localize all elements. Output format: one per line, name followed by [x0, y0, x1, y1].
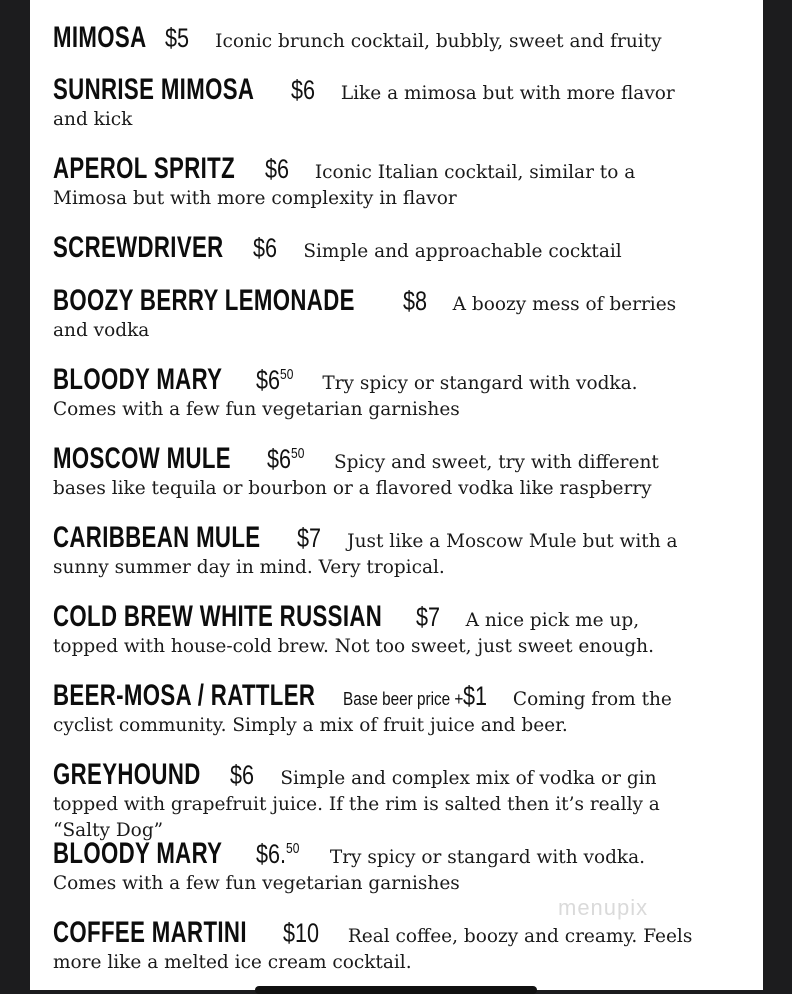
drink-description: Simple and approachable cocktail: [303, 241, 622, 262]
menu-item: [53, 520, 703, 581]
drink-description: A boozy mess of berries and vodka: [53, 294, 677, 341]
drink-description: Like a mimosa but with more flavor and kick: [53, 83, 675, 130]
drink-price: $1: [462, 681, 488, 711]
drink-name: MIMOSA: [53, 21, 147, 54]
drink-description: Simple and complex mix of vodka or gin topped with grapefruit juice. If the rim is salted then it’s really a “Salty Dog”: [53, 768, 660, 841]
menu-item: [53, 20, 703, 55]
drink-name: BLOODY MARY: [53, 363, 223, 396]
drink-price: $6: [230, 760, 255, 790]
drink-price: $6.50: [255, 839, 300, 869]
menu-item: [53, 283, 703, 344]
drink-description: Spicy and sweet, try with different bases like tequila or bourbon or a flavored vodka like raspberry: [53, 452, 659, 499]
drink-description: Iconic Italian cocktail, similar to a Mimosa but with more complexity in flavor: [53, 162, 636, 209]
menu-item: [53, 915, 703, 976]
drink-description: A nice pick me up, topped with house-cold brew. Not too sweet, just sweet enough.: [53, 610, 654, 657]
menu-item: [53, 362, 703, 423]
drink-name: GREYHOUND: [53, 758, 201, 791]
menu-item: [53, 441, 703, 502]
drink-description: Iconic brunch cocktail, bubbly, sweet and fruity: [215, 31, 662, 52]
drink-name: COLD BREW WHITE RUSSIAN: [53, 600, 383, 633]
menu-item: [53, 678, 703, 739]
drink-price: $8: [402, 286, 427, 316]
drink-price: $6: [253, 233, 278, 263]
drink-description: Just like a Moscow Mule but with a sunny summer day in mind. Very tropical.: [53, 531, 678, 578]
drink-description: Try spicy or stangard with vodka. Comes with a few fun vegetarian garnishes: [53, 373, 638, 420]
drink-name: SCREWDRIVER: [53, 231, 224, 264]
menu-item: [53, 151, 703, 212]
drink-price: $5: [165, 23, 190, 53]
drink-name: BEER-MOSA / RATTLER: [53, 679, 316, 712]
watermark-logo: menupix: [558, 895, 649, 920]
drink-name: SUNRISE MIMOSA: [53, 73, 255, 106]
drink-price: $\$6^{50}$: [255, 365, 294, 395]
drink-description: Try spicy or stangard with vodka. Comes with a few fun vegetarian garnishes: [53, 847, 646, 894]
drink-name: BOOZY BERRY LEMONADE: [53, 284, 355, 317]
menu-item: [53, 757, 703, 844]
drink-name: CARIBBEAN MULE: [53, 521, 261, 554]
drink-name: MOSCOW MULE: [53, 442, 231, 475]
menu-item: [53, 599, 703, 660]
drink-name: BLOODY MARY: [53, 837, 223, 870]
drink-name: COFFEE MARTINI: [53, 916, 247, 949]
drink-price: $7: [297, 523, 322, 553]
menu-item: [53, 836, 703, 897]
drink-price: $6: [264, 154, 289, 184]
menu-item: [53, 72, 703, 133]
drink-description: Real coffee, boozy and creamy. Feels more like a melted ice cream cocktail.: [53, 926, 693, 973]
drink-price: $10: [282, 918, 319, 948]
drink-price: $6: [290, 75, 315, 105]
drink-description: Coming from the cyclist community. Simply a mix of fruit juice and beer.: [53, 689, 672, 736]
base-price-note: Base beer price +: [343, 689, 464, 709]
home-indicator-bar: [255, 986, 537, 994]
menu-item: [53, 230, 703, 265]
drink-name: APEROL SPRITZ: [53, 152, 236, 185]
drink-price: $7: [415, 602, 440, 632]
drink-price: $\$6^{50}$: [267, 444, 305, 474]
